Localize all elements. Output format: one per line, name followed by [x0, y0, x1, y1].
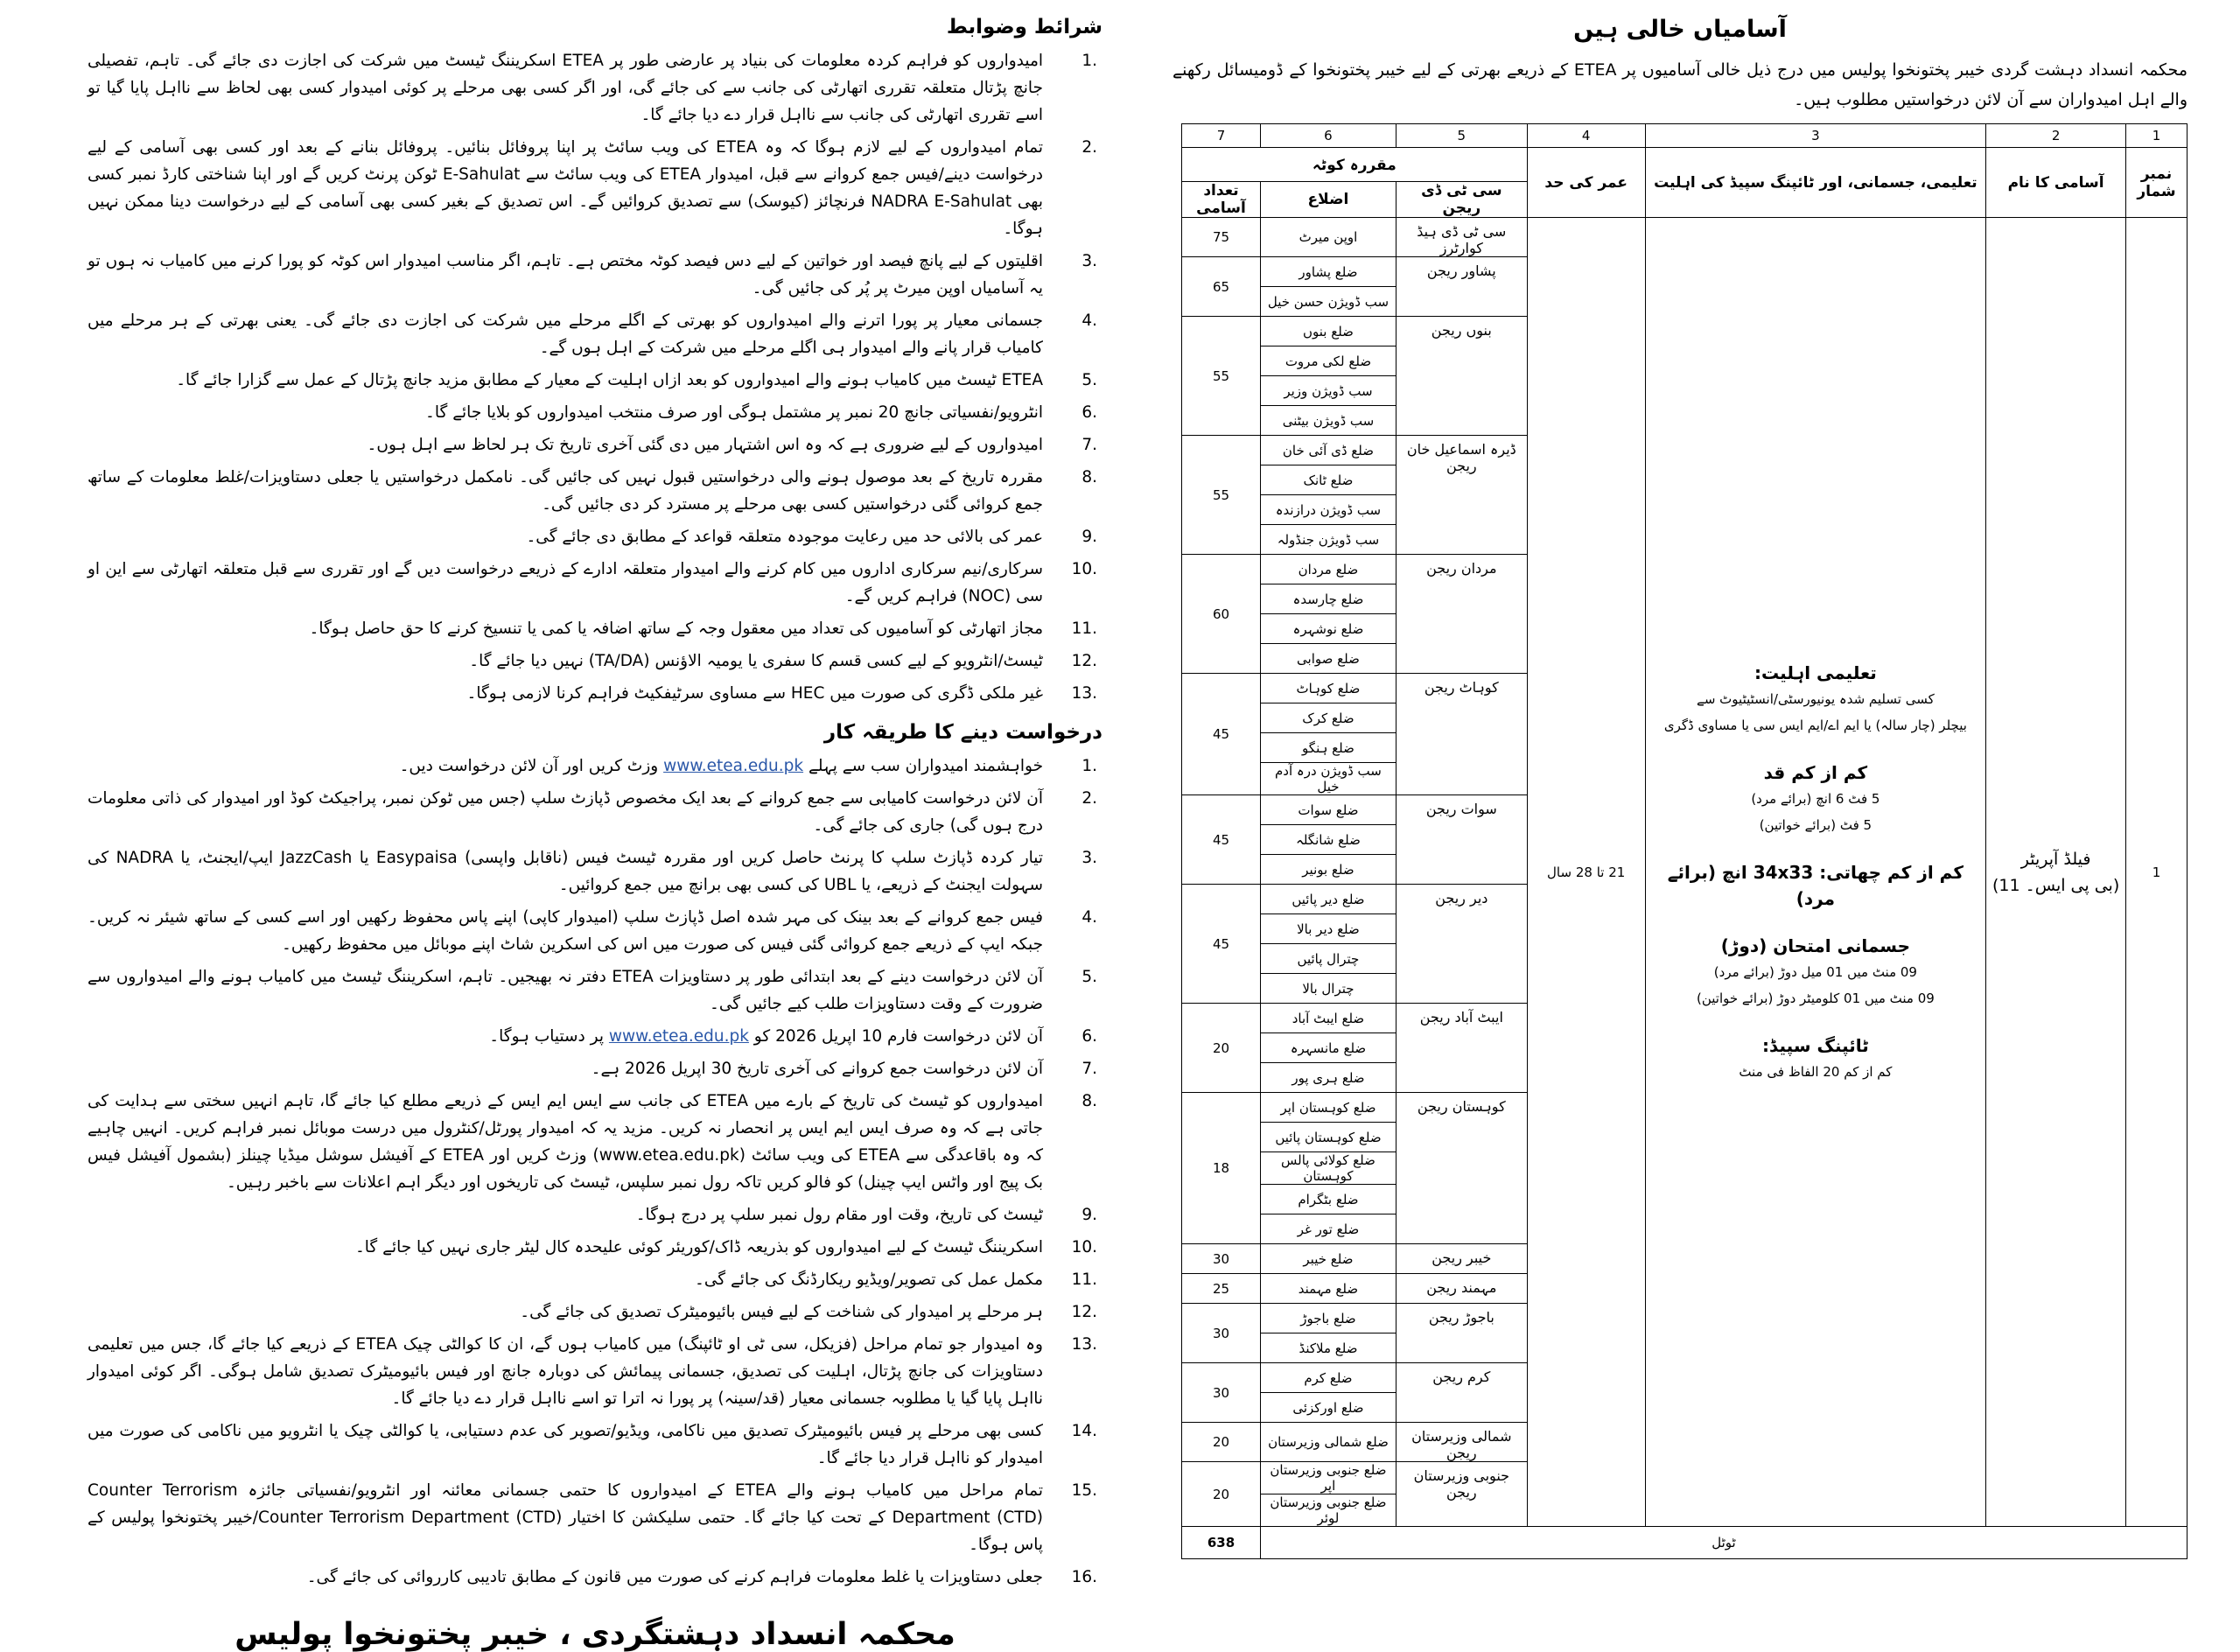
physical-test-female: 09 منٹ میں 01 کلومیٹر دوڑ (برائے خواتین) — [1696, 990, 1935, 1006]
district-name: ضلع کرک — [1261, 704, 1396, 733]
vacancy-count: 25 — [1182, 1274, 1261, 1304]
region-name: ڈیرہ اسماعیل خان ریجن — [1396, 436, 1527, 555]
total-row — [1182, 1527, 2188, 1559]
step-number: 7. — [1082, 1060, 1097, 1078]
region-name: مردان ریجن — [1396, 555, 1527, 674]
post-name: فیلڈ آپریٹر — [2020, 849, 2091, 869]
vacancy-count: 55 — [1182, 317, 1261, 436]
term-text: ٹیسٹ/انٹرویو کے لیے کسی قسم کا سفری یا یومیہ الاؤنس (TA/DA) نہیں دیا جائے گا۔ — [469, 652, 1043, 670]
term-item — [88, 307, 1102, 361]
terms-heading: شرائط وضوابط — [946, 16, 1102, 38]
apply-step — [88, 1055, 1102, 1082]
district-name: سب ڈویژن حسن خیل — [1261, 287, 1396, 317]
apply-step — [88, 1023, 1102, 1050]
chest-requirement: کم از کم چھاتی: 34x33 انچ (برائے مرد) — [1667, 861, 1964, 909]
region-name: جنوبی وزیرستان ریجن — [1396, 1462, 1527, 1527]
column-number: 5 — [1396, 124, 1527, 148]
district-name: ضلع لکی مروت — [1261, 346, 1396, 376]
apply-heading: درخواست دینے کا طریقہ کار — [823, 721, 1102, 744]
district-name: ضلع مانسہرہ — [1261, 1033, 1396, 1063]
district-name: ضلع ہری پور — [1261, 1063, 1396, 1093]
step-text-before-link: آن لائن درخواست فارم 10 اپریل 2026 کو — [748, 1027, 1043, 1046]
etea-website-link[interactable]: www.etea.edu.pk — [608, 1027, 749, 1046]
term-text: عمر کی بالائی حد میں رعایت موجودہ متعلقہ قواعد کے مطابق دی جائے گی۔ — [526, 528, 1043, 546]
step-text: امیدواروں کو ٹیسٹ کی تاریخ کے بارے میں ETEA کی جانب سے ایس ایم ایس کے ذریعے مطلع کیا جائے گا، تاہم انہیں سختی سے ہدایت کی جاتی ہے کہ وہ صرف ایس ایم ایس پر انحصار نہ کریں۔ مزید یہ کہ امیدوار پورٹل/کنٹرول میں درست موبائل نمبر فراہم کریں۔ انہیں چاہیے کہ وہ باقاعدگی سے ETEA کی ویب سائٹ (www.etea.edu.pk) وزٹ کریں اور ETEA کے آفیشل سوشل میڈیا چینلز (بشمول آفیشل فیس بک پیج اور واٹس ایپ چینل) کو فالو کریں تاکہ رول نمبر سلپس، ٹیسٹ کی تاریخوں اور دیگر اہم اعلانات سے باخبر رہیں۔ — [88, 1092, 1044, 1192]
step-text: ہر مرحلے پر امیدوار کی شناخت کے لیے فیس بائیومیٹرک تصدیق کی جائے گی۔ — [520, 1303, 1043, 1321]
step-number: 15. — [1071, 1481, 1097, 1500]
district-name: ضلع ملاکنڈ — [1261, 1334, 1396, 1363]
physical-test-male: 09 منٹ میں 01 میل دوڑ (برائے مرد) — [1713, 963, 1917, 980]
district-name: ضلع مہمند — [1261, 1274, 1396, 1304]
header-quota: مقررہ کوٹہ — [1182, 148, 1528, 182]
term-item — [88, 134, 1102, 242]
apply-step — [88, 963, 1102, 1018]
term-item — [88, 556, 1102, 610]
height-male: 5 فٹ 6 انچ (برائے مرد) — [1751, 790, 1880, 807]
vacancy-count: 45 — [1182, 795, 1261, 885]
post-scale: (بی پی ایس۔ 11) — [1992, 875, 2120, 895]
column-number: 2 — [1986, 124, 2126, 148]
apply-step — [88, 1298, 1102, 1326]
term-item — [88, 680, 1102, 707]
vacancy-count: 75 — [1182, 218, 1261, 257]
step-number: 11. — [1071, 1270, 1097, 1289]
term-text: امیدواروں کو فراہم کردہ معلومات کی بنیاد پر عارضی طور پر ETEA اسکریننگ ٹیسٹ میں شرکت کی اجازت دی جائے گی۔ تاہم، تفصیلی جانچ پڑتال متعلقہ تقرری اتھارٹی کی جانب سے کی جائے گی، اور اگر کسی بھی مرحلے پر کوئی امیدوار کسی بھی لحاظ سے نااہل پایا گیا تو اسے تقرری اتھارٹی کی جانب سے نااہل قرار دے دیا جائے گا۔ — [88, 52, 1043, 124]
column-number: 7 — [1182, 124, 1261, 148]
term-number: 11. — [1071, 620, 1097, 638]
district-name: ضلع کوہاٹ — [1261, 674, 1396, 704]
district-name: ضلع شمالی وزیرستان — [1261, 1423, 1396, 1462]
region-name: باجوڑ ریجن — [1396, 1304, 1527, 1363]
header-row — [1182, 148, 2188, 182]
district-name: ضلع ہنگو — [1261, 733, 1396, 763]
typing-heading: ٹائپنگ سپیڈ: — [1761, 1034, 1869, 1056]
district-name: ضلع کوہستان اپر — [1261, 1093, 1396, 1123]
term-item — [88, 648, 1102, 675]
header-district: اضلاع — [1261, 182, 1396, 218]
term-item — [88, 47, 1102, 129]
step-text: ٹیسٹ کی تاریخ، وقت اور مقام رول نمبر سلپ پر درج ہوگا۔ — [635, 1206, 1043, 1224]
district-name: سب ڈویژن وزیر — [1261, 376, 1396, 406]
term-text: تمام امیدواروں کے لیے لازم ہوگا کہ وہ ETEA کی ویب سائٹ پر اپنا پروفائل بنائیں۔ پروفائل بنانے کے بعد اور کسی بھی آسامی کے لیے درخواست دینے/فیس جمع کروانے سے قبل، امیدوار ETEA کی ویب سائٹ سے E-Sahulat ٹوکن پرنٹ کریں گے اور اپنا شناختی کارڈ نمبر کسی بھی NADRA E-Sahulat فرنچائز (کیوسک) سے تصدیق کروائیں گے۔ اس تصدیق کے بغیر کسی بھی آسامی کے لیے درخواست دینا ممکن نہیں ہوگا۔ — [88, 138, 1044, 238]
term-text: غیر ملکی ڈگری کی صورت میں HEC سے مساوی سرٹیفکیٹ فراہم کرنا لازمی ہوگا۔ — [466, 684, 1043, 703]
column-number: 4 — [1527, 124, 1645, 148]
apply-step — [88, 1266, 1102, 1293]
district-name: ضلع دیر بالا — [1261, 914, 1396, 944]
vacancies-intro: محکمہ انسداد دہشت گردی خیبر پختونخوا پولیس میں درج ذیل خالی آسامیوں پر ETEA کے ذریعے بھرتی کے لیے خیبر پختونخوا کے ڈومیسائل رکھنے والے اہل امیدواران سے آن لائن درخواستیں مطلوب ہیں۔ — [1172, 60, 2188, 109]
district-name: ضلع مردان — [1261, 555, 1396, 584]
step-text: تمام مراحل میں کامیاب ہونے والے ETEA کے امیدواروں کا حتمی جسمانی معائنہ اور انٹرویو/نفسیاتی جائزہ Counter Terrorism Department (CTD) کے تحت کیا جائے گا۔ حتمی سلیکشن کا اختیار Counter Terrorism Department (CTD)/خیبر پختونخوا پولیس کے پاس ہوگا۔ — [88, 1481, 1044, 1554]
terms-page — [88, 16, 1102, 1652]
district-name: سب ڈویژن بیٹنی — [1261, 406, 1396, 436]
term-number: 3. — [1082, 252, 1097, 270]
header-count: تعداد آسامی — [1182, 182, 1261, 218]
district-name: ضلع بٹگرام — [1261, 1185, 1396, 1214]
edu-line: کسی تسلیم شدہ یونیورسٹی/انسٹیٹیوٹ سے — [1697, 690, 1935, 707]
district-name: ضلع ٹانک — [1261, 466, 1396, 495]
district-name: ضلع خیبر — [1261, 1244, 1396, 1274]
term-item — [88, 523, 1102, 550]
district-name: سب ڈویژن درازندہ — [1261, 495, 1396, 525]
district-name: ضلع کرم — [1261, 1363, 1396, 1393]
terms-list — [88, 47, 1102, 707]
region-name: کوہاٹ ریجن — [1396, 674, 1527, 795]
term-number: 7. — [1082, 436, 1097, 454]
age-limit: 21 تا 28 سال — [1527, 218, 1645, 1527]
district-name: ضلع اورکزئی — [1261, 1393, 1396, 1423]
district-name: ضلع ایبٹ آباد — [1261, 1004, 1396, 1033]
column-number: 6 — [1261, 124, 1396, 148]
district-name: ضلع بنوں — [1261, 317, 1396, 346]
district-name: اوپن میرٹ — [1261, 218, 1396, 257]
term-text: انٹرویو/نفسیاتی جانچ 20 نمبر پر مشتمل ہوگی اور صرف منتخب امیدواروں کو بلایا جائے گا۔ — [425, 403, 1043, 422]
vacancy-count: 30 — [1182, 1363, 1261, 1423]
region-name: مہمند ریجن — [1396, 1274, 1527, 1304]
height-heading: کم از کم قد — [1763, 761, 1868, 783]
region-name: ایبٹ آباد ریجن — [1396, 1004, 1527, 1093]
district-name: ضلع باجوڑ — [1261, 1304, 1396, 1334]
apply-step — [88, 1234, 1102, 1261]
vacancy-count: 18 — [1182, 1093, 1261, 1244]
district-name: سب ڈویژن جنڈولہ — [1261, 525, 1396, 555]
term-item — [88, 367, 1102, 394]
apply-step — [88, 752, 1102, 780]
region-name: شمالی وزیرستان ریجن — [1396, 1423, 1527, 1462]
region-name: دیر ریجن — [1396, 885, 1527, 1004]
step-number: 1. — [1082, 757, 1097, 775]
district-name: ضلع کوہستان پائیں — [1261, 1123, 1396, 1152]
step-number: 3. — [1082, 849, 1097, 867]
term-text: سرکاری/نیم سرکاری اداروں میں کام کرنے والے امیدوار متعلقہ ادارے کے ذریعے درخواست دیں گے اور تقرری سے قبل متعلقہ اتھارٹی سے این او سی (NOC) فراہم کریں گے۔ — [88, 560, 1043, 606]
term-text: اقلیتوں کے لیے پانچ فیصد اور خواتین کے لیے دس فیصد کوٹہ مختص ہے۔ تاہم، اگر مناسب امیدوار اس کوٹہ کو پورا کرنے میں کامیاب نہ ہوں تو یہ آسامیاں اوپن میرٹ پر پُر کی جائیں گی۔ — [88, 252, 1043, 298]
apply-step — [88, 785, 1102, 839]
header-post: آسامی کا نام — [1986, 148, 2126, 218]
term-item — [88, 431, 1102, 458]
region-name: بنوں ریجن — [1396, 317, 1527, 436]
vacancy-count: 45 — [1182, 885, 1261, 1004]
region-name: خیبر ریجن — [1396, 1244, 1527, 1274]
total-count: 638 — [1182, 1527, 1261, 1559]
vacancies-title: آسامیاں خالی ہیں — [1573, 16, 1787, 43]
vacancy-count: 30 — [1182, 1244, 1261, 1274]
step-text: فیس جمع کروانے کے بعد بینک کی مہر شدہ اصل ڈپازٹ سلپ (امیدوار کاپی) اپنے پاس محفوظ رکھیں اور اسے کسی کے ساتھ شیئر نہ کریں۔ جبکہ ایپ کے ذریعے جمع کروائی گئی فیس کی صورت میں اس کی اسکرین شاٹ اپنے موبائل میں محفوظ رکھیں۔ — [88, 908, 1043, 954]
term-number: 13. — [1071, 684, 1097, 703]
district-name: سب ڈویژن درہ آدم خیل — [1261, 763, 1396, 795]
step-text: آن لائن درخواست کامیابی سے جمع کروانے کے بعد ایک مخصوص ڈپازٹ سلپ (جس میں ٹوکن نمبر، پراجیکٹ کوڈ اور امیدوار کی ذاتی معلومات درج ہوں گی) جاری کی جائے گی۔ — [88, 789, 1043, 835]
district-name: چترال پائیں — [1261, 944, 1396, 974]
district-name: ضلع چارسدہ — [1261, 584, 1396, 614]
step-number: 2. — [1082, 789, 1097, 808]
term-item — [88, 464, 1102, 518]
term-text: مقررہ تاریخ کے بعد موصول ہونے والی درخواستیں قبول نہیں کی جائیں گی۔ نامکمل درخواستیں یا جعلی دستاویزات/غلط معلومات کے ساتھ جمع کروائی گئی درخواستیں کسی بھی مرحلے پر مسترد کر دی جائیں گی۔ — [88, 468, 1043, 514]
header-age: عمر کی حد — [1527, 148, 1645, 218]
apply-step — [88, 844, 1102, 899]
apply-step — [88, 1564, 1102, 1591]
vacancy-count: 65 — [1182, 257, 1261, 317]
step-number: 6. — [1082, 1027, 1097, 1046]
vacancy-count: 30 — [1182, 1304, 1261, 1363]
organization-footer: محکمہ انسداد دہشتگردی ، خیبر پختونخوا پولیس — [234, 1617, 956, 1652]
term-number: 1. — [1082, 52, 1097, 70]
district-name: ضلع تور غر — [1261, 1214, 1396, 1244]
vacancy-count: 20 — [1182, 1423, 1261, 1462]
column-number: 3 — [1645, 124, 1986, 148]
term-text: مجاز اتھارٹی کو آسامیوں کی تعداد میں معقول وجہ کے ساتھ اضافہ یا کمی یا تنسیخ کرنے کا حق حاصل ہوگا۔ — [309, 620, 1043, 638]
etea-website-link[interactable]: www.etea.edu.pk — [663, 757, 804, 775]
step-number: 5. — [1082, 968, 1097, 986]
apply-list — [88, 752, 1102, 1591]
apply-step — [88, 1418, 1102, 1472]
step-text: تیار کردہ ڈپازٹ سلپ کا پرنٹ حاصل کریں اور مقررہ ٹیسٹ فیس (ناقابل واپسی) Easypaisa یا JazzCash ایپ/ایجنٹ، یا NADRA کی سہولت ایجنٹ کے ذریعے، یا UBL کی کسی بھی برانچ میں جمع کروائیں۔ — [88, 849, 1044, 894]
apply-step — [88, 1201, 1102, 1228]
step-text: مکمل عمل کی تصویر/ویڈیو ریکارڈنگ کی جائے گی۔ — [695, 1270, 1043, 1289]
vacancy-count: 55 — [1182, 436, 1261, 555]
district-name: ضلع پشاور — [1261, 257, 1396, 287]
height-female: 5 فٹ (برائے خواتین) — [1759, 816, 1872, 833]
term-number: 8. — [1082, 468, 1097, 486]
column-number-row — [1182, 124, 2188, 148]
step-text-after-link: وزٹ کریں اور آن لائن درخواست دیں۔ — [399, 757, 664, 775]
district-name: ضلع سوات — [1261, 795, 1396, 825]
district-name: ضلع کولائی پالس کوہستان — [1261, 1152, 1396, 1185]
header-region: سی ٹی ڈی ریجن — [1396, 182, 1527, 218]
region-name: کوہستان ریجن — [1396, 1093, 1527, 1244]
term-number: 9. — [1082, 528, 1097, 546]
district-name: ضلع شانگلہ — [1261, 825, 1396, 855]
step-number: 4. — [1082, 908, 1097, 927]
region-name: پشاور ریجن — [1396, 257, 1527, 317]
term-text: جسمانی معیار پر پورا اترنے والے امیدواروں کو بھرتی کے اگلے مرحلے میں شرکت کی اجازت دی جائے گی۔ یعنی بھرتی کے ہر مرحلے میں کامیاب قرار پانے والے امیدوار ہی اگلے مرحلے میں شرکت کے اہل ہوں گے۔ — [88, 312, 1043, 357]
header-qualification: تعلیمی، جسمانی، اور ٹائپنگ سپیڈ کی اہلیت — [1645, 148, 1986, 218]
vacancies-table — [1181, 123, 2188, 1559]
term-text: امیدواروں کے لیے ضروری ہے کہ وہ اس اشتہار میں دی گئی آخری تاریخ تک ہر لحاظ سے اہل ہوں۔ — [367, 436, 1043, 454]
region-name: کرم ریجن — [1396, 1363, 1527, 1423]
term-number: 6. — [1082, 403, 1097, 422]
district-name: ضلع نوشہرہ — [1261, 614, 1396, 644]
vacancy-count: 20 — [1182, 1004, 1261, 1093]
term-item — [88, 248, 1102, 302]
district-name: ضلع صوابی — [1261, 644, 1396, 674]
district-row — [1182, 218, 2188, 257]
step-text: آن لائن درخواست دینے کے بعد ابتدائی طور پر دستاویزات ETEA دفتر نہ بھیجیں۔ تاہم، اسکریننگ ٹیسٹ میں کامیاب ہونے والے امیدواروں سے ضرورت کے وقت دستاویزات طلب کیے جائیں گی۔ — [88, 968, 1044, 1013]
qualification-cell — [1645, 218, 1986, 1527]
step-number: 9. — [1082, 1206, 1097, 1224]
term-item — [88, 399, 1102, 426]
term-item — [88, 615, 1102, 642]
term-number: 5. — [1082, 371, 1097, 389]
district-name: ضلع جنوبی وزیرستان لوئر — [1261, 1494, 1396, 1527]
apply-step — [88, 1331, 1102, 1412]
post-name-cell — [1986, 218, 2126, 1527]
apply-step — [88, 1477, 1102, 1558]
serial-number: 1 — [2126, 218, 2188, 1527]
region-name: سوات ریجن — [1396, 795, 1527, 885]
apply-step — [88, 904, 1102, 958]
step-number: 12. — [1071, 1303, 1097, 1321]
step-text: اسکریننگ ٹیسٹ کے لیے امیدواروں کو بذریعہ ڈاک/کوریئر کوئی علیحدہ کال لیٹر جاری نہیں کیا جائے گا۔ — [354, 1238, 1043, 1256]
district-name: ضلع ڈی آئی خان — [1261, 436, 1396, 466]
vacancy-count: 60 — [1182, 555, 1261, 674]
edu-line: بیچلر (چار سالہ) یا ایم اے/ایم ایس سی یا مساوی ڈگری — [1663, 717, 1967, 733]
step-number: 8. — [1082, 1092, 1097, 1110]
apply-step — [88, 1088, 1102, 1196]
edu-heading: تعلیمی اہلیت: — [1754, 662, 1877, 683]
step-text: وہ امیدوار جو تمام مراحل (فزیکل، سی ٹی او ٹائپنگ) میں کامیاب ہوں گے، ان کا کوالٹی چیک ETEA کے ذریعے کیا جائے گا، جس میں تعلیمی دستاویزات کی جانچ پڑتال، اہلیت کی تصدیق، جسمانی پیمائش کی دوبارہ جانچ اور فیس بائیومیٹرک تصدیق شامل ہوگی۔ اگر کوئی امیدوار نااہل پایا گیا یا مطلوبہ جسمانی معیار (قد/سینہ) پر پورا نہ اترا تو اسے نااہل قرار دے دیا جائے گا۔ — [88, 1335, 1043, 1408]
step-text-after-link: پر دستیاب ہوگا۔ — [489, 1027, 609, 1046]
step-number: 10. — [1071, 1238, 1097, 1256]
term-number: 12. — [1071, 652, 1097, 670]
step-text-before-link: خواہشمند امیدواران سب سے پہلے — [803, 757, 1043, 775]
step-number: 13. — [1071, 1335, 1097, 1354]
column-number: 1 — [2126, 124, 2188, 148]
step-text: آن لائن درخواست جمع کروانے کی آخری تاریخ 30 اپریل 2026 ہے۔ — [591, 1060, 1043, 1078]
term-number: 10. — [1071, 560, 1097, 578]
step-text: کسی بھی مرحلے پر فیس بائیومیٹرک تصدیق میں ناکامی، ویڈیو/تصویر کی عدم دستیابی، یا کوالٹی چیک یا انٹرویو میں ناکامی کی صورت میں امیدوار کو نااہل قرار دیا جائے گا۔ — [88, 1422, 1043, 1467]
term-number: 4. — [1082, 312, 1097, 330]
region-name: سی ٹی ڈی ہیڈ کوارٹرز — [1396, 218, 1527, 257]
district-name: ضلع بونیر — [1261, 855, 1396, 885]
total-label: ٹوٹل — [1261, 1527, 2188, 1559]
step-number: 16. — [1071, 1568, 1097, 1586]
header-serial: نمبر شمار — [2126, 148, 2188, 218]
district-name: چترال بالا — [1261, 974, 1396, 1004]
step-number: 14. — [1071, 1422, 1097, 1440]
step-text: جعلی دستاویزات یا غلط معلومات فراہم کرنے کی صورت میں قانون کے مطابق تادیبی کارروائی کی جائے گی۔ — [306, 1568, 1043, 1586]
term-number: 2. — [1082, 138, 1097, 157]
physical-test-heading: جسمانی امتحان (دوڑ) — [1720, 934, 1911, 956]
district-name: ضلع دیر پائیں — [1261, 885, 1396, 914]
district-name: ضلع جنوبی وزیرستان اپر — [1261, 1462, 1396, 1494]
vacancy-count: 20 — [1182, 1462, 1261, 1527]
vacancies-page — [1172, 16, 2188, 1559]
vacancy-count: 45 — [1182, 674, 1261, 795]
typing-requirement: کم از کم 20 الفاظ فی منٹ — [1739, 1063, 1893, 1080]
term-text: ETEA ٹیسٹ میں کامیاب ہونے والے امیدواروں کو بعد ازاں اہلیت کے معیار کے مطابق مزید جانچ پڑتال کے عمل سے گزارا جائے گا۔ — [176, 371, 1043, 389]
